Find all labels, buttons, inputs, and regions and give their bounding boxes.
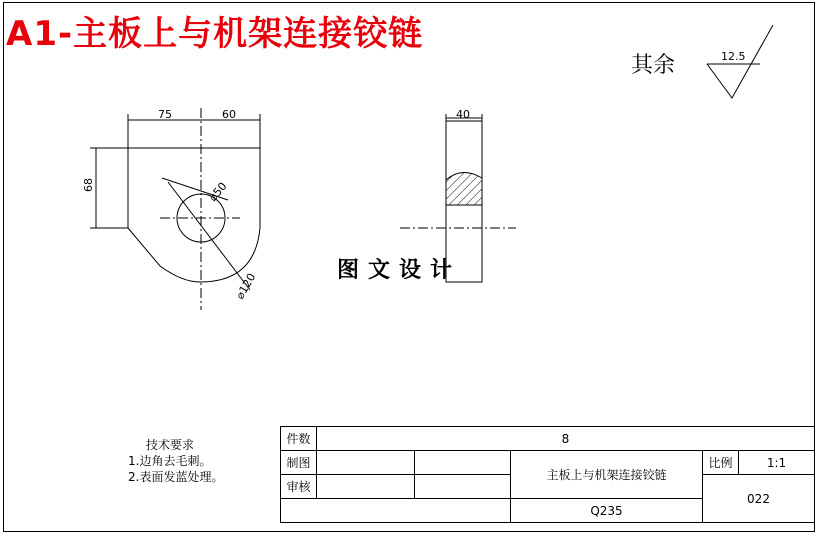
check-label: 审核 [281, 475, 317, 499]
title-block [280, 426, 815, 523]
dim-75: 75 [158, 108, 172, 121]
technical-notes [128, 437, 223, 485]
front-view [90, 108, 260, 310]
dim-40: 40 [456, 108, 470, 121]
note-item: 2.表面发蓝处理。 [128, 470, 224, 484]
drawing-title: A1-主板上与机架连接铰链 [6, 14, 424, 54]
check-name-cell [317, 475, 415, 499]
scale-label: 比例 [703, 451, 739, 475]
qty-value: 8 [317, 427, 815, 451]
notes-heading: 技术要求 [146, 438, 195, 452]
qty-label: 件数 [281, 427, 317, 451]
material: Q235 [511, 499, 703, 523]
check-date-cell [415, 475, 511, 499]
roughness-label: 其余 [631, 53, 676, 78]
dim-hole-diameter: ⌀50 [206, 179, 230, 204]
drawn-date-cell [415, 451, 511, 475]
note-item: 1.边角去毛刺。 [128, 454, 212, 468]
roughness-value: 12.5 [721, 50, 746, 63]
drawing-number: 022 [703, 475, 815, 523]
blank-cell [281, 499, 511, 523]
dim-60: 60 [222, 108, 236, 121]
dim-68: 68 [82, 178, 95, 192]
scale-value: 1:1 [739, 451, 815, 475]
dim-arc-diameter: ⌀120 [233, 271, 259, 302]
part-name: 主板上与机架连接铰链 [511, 451, 703, 499]
drawn-name-cell [317, 451, 415, 475]
drawn-label: 制图 [281, 451, 317, 475]
watermark-text: 图文设计 [337, 257, 462, 283]
